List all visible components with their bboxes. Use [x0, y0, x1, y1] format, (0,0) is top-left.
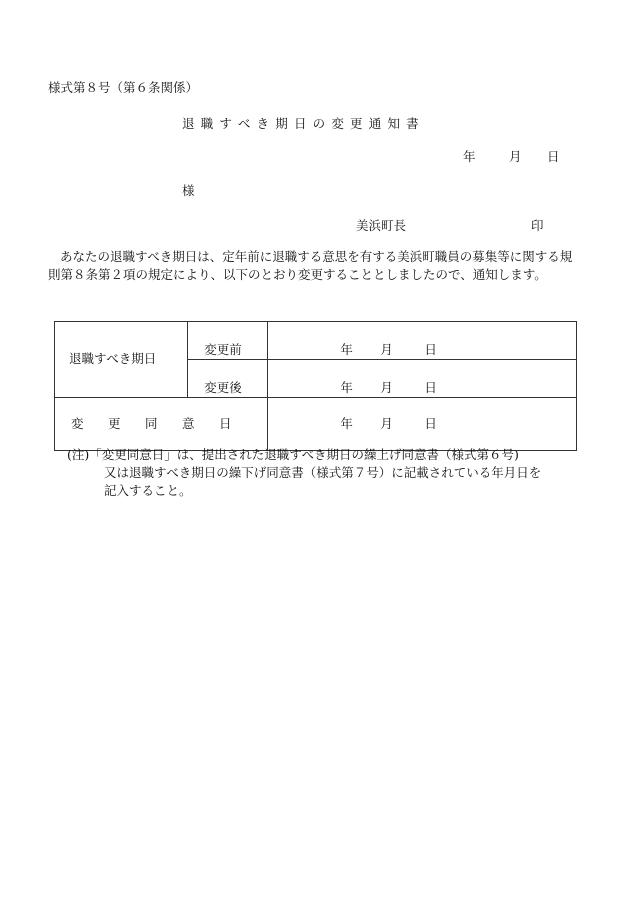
- seal-mark: 印: [531, 218, 544, 233]
- before-year: 年: [340, 341, 353, 357]
- issue-date: [463, 151, 560, 164]
- retirement-date-label: 退職すべき期日: [55, 322, 188, 398]
- note-line-1: (注)「変更同意日」は、提出された退職すべき期日の繰上げ同意書（様式第６号): [67, 447, 519, 462]
- before-change-date: [268, 322, 577, 360]
- agreement-month: 月: [380, 415, 393, 431]
- table-row: [55, 398, 577, 451]
- document-title: 退職すべき期日の変更通知書: [182, 116, 425, 131]
- after-year: 年: [340, 379, 353, 395]
- retirement-date-change-table: [54, 321, 577, 451]
- issue-date-day: 日: [547, 149, 560, 164]
- issue-date-month: 月: [509, 149, 522, 164]
- addressee-suffix: 様: [182, 183, 195, 198]
- before-change-label: 変更前: [188, 322, 268, 360]
- table-row: [55, 322, 577, 360]
- after-day: 日: [424, 379, 437, 395]
- agreement-day: 日: [424, 415, 437, 431]
- notice-body-text: あなたの退職すべき期日は、定年前に退職する意思を有する美浜町職員の募集等に関する規則第８条第２項の規定により、以下のとおり変更することとしましたので、通知します。: [48, 249, 573, 282]
- after-change-date: [268, 360, 577, 398]
- before-month: 月: [380, 341, 393, 357]
- agreement-year: 年: [340, 415, 353, 431]
- after-change-label: 変更後: [188, 360, 268, 398]
- after-month: 月: [380, 379, 393, 395]
- issuer-name: 美浜町長: [356, 218, 407, 233]
- note-line-3: 記入すること。: [104, 483, 192, 498]
- issue-date-year: 年: [463, 149, 476, 164]
- form-number: 様式第８号（第６条関係）: [48, 80, 199, 95]
- before-day: 日: [424, 341, 437, 357]
- note-line-2: 又は退職すべき期日の繰下げ同意書（様式第７号）に記載されている年月日を: [104, 465, 542, 480]
- agreement-date-label: 変 更 同 意 日: [55, 398, 268, 451]
- agreement-date: [268, 398, 577, 451]
